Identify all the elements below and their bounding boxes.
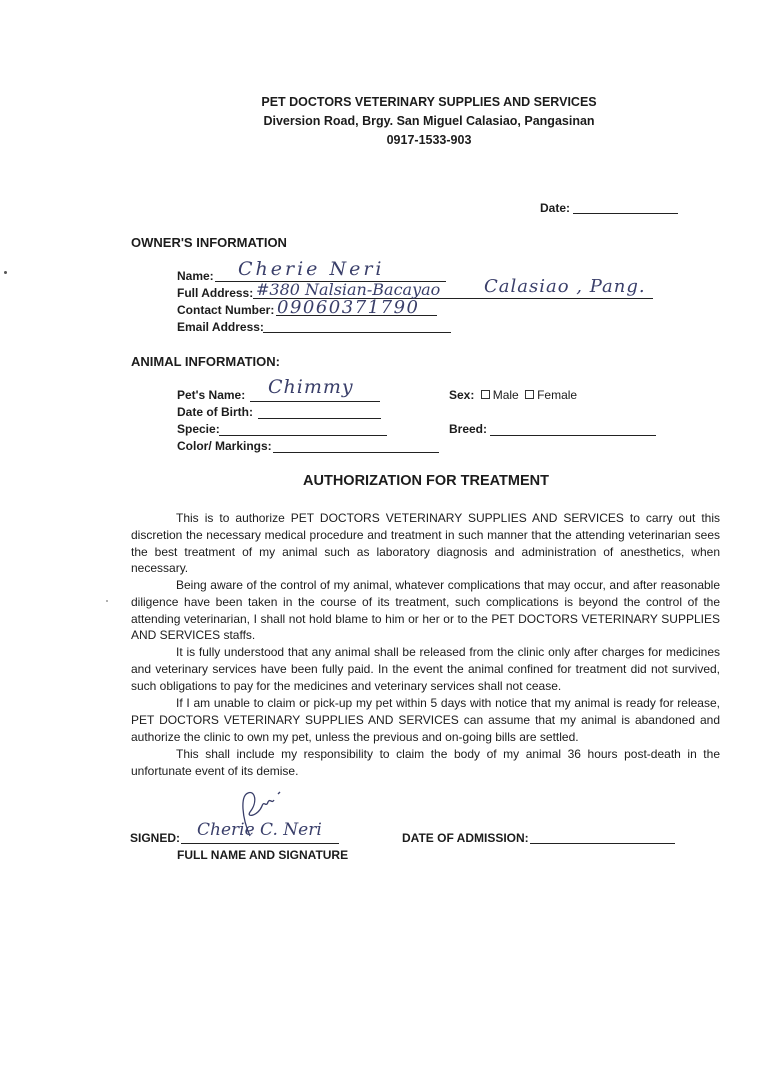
sex-label: Sex: (449, 388, 475, 402)
owner-name-label: Name: (177, 269, 214, 283)
owner-address-label: Full Address: (177, 286, 254, 300)
color-line[interactable] (273, 452, 439, 453)
admission-date-line[interactable] (530, 843, 675, 844)
owner-name-value: Cherie Neri (238, 258, 385, 280)
company-phone: 0917-1533-903 (386, 133, 472, 147)
date-line[interactable] (573, 213, 678, 214)
pet-name-value: Chimmy (268, 376, 354, 398)
owner-contact-value: 09060371790 (277, 297, 420, 318)
authorization-paragraph: This is to authorize PET DOCTORS VETERINARY SUPPLIES AND SERVICES to carry out this discretion the necessary medical procedure and treatment in such manner that the attending veterinarian sees the best treatment of my animal such as laboratory diagnosis and administration of anesthetics, when necessary. (131, 511, 720, 576)
owner-section-title: OWNER'S INFORMATION (131, 235, 287, 250)
pet-name-label: Pet's Name: (177, 388, 246, 402)
authorization-title: AUTHORIZATION FOR TREATMENT (303, 473, 549, 489)
authorization-paragraph: If I am unable to claim or pick-up my pet within 5 days with notice that my animal is ready for release, PET DOCTORS VETERINARY SUPPLIES AND SERVICES can assume that my animal is abandoned and authorize the clinic to own my pet, unless the previous and on-going bills are settled. (131, 696, 720, 744)
color-label: Color/ Markings: (177, 439, 272, 453)
specie-label: Specie: (177, 422, 220, 436)
owner-email-label: Email Address: (177, 320, 264, 334)
owner-address-value: #380 Nalsian-Bacayao (256, 280, 441, 299)
breed-line[interactable] (490, 435, 656, 436)
company-name: PET DOCTORS VETERINARY SUPPLIES AND SERVICES (261, 95, 597, 109)
authorization-paragraph: This shall include my responsibility to claim the body of my animal 36 hours post-death in the unfortunate event of its demise. (131, 747, 720, 778)
animal-section-title: ANIMAL INFORMATION: (131, 354, 280, 369)
authorization-paragraph: Being aware of the control of my animal, whatever complications that may occur, and after reasonable diligence have been taken in the course of its treatment, such complications is beyond the control of the attending veterinarian, I shall not hold blame to him or her or to the PET DOCTORS VETERINARY SUPPLIES AND SERVICES staffs. (131, 578, 720, 643)
date-label: Date: (540, 201, 571, 215)
signature-caption: FULL NAME AND SIGNATURE (177, 848, 349, 862)
scan-speck (4, 271, 7, 274)
male-option-label: Male (492, 388, 519, 402)
admission-date-label: DATE OF ADMISSION: (402, 831, 529, 845)
authorization-paragraph: It is fully understood that any animal shall be released from the clinic only after charges for medicines and veterinary services have been fully paid. In the event the animal confined for treatment did not survived, such obligations to pay for the medicines and veterinary services shall not cease. (131, 645, 720, 693)
female-option-label: Female (537, 388, 578, 402)
female-checkbox[interactable] (525, 390, 534, 399)
owner-address-value-extra: Calasiao , Pang. (484, 276, 646, 297)
scan-speck (106, 600, 108, 602)
signature-line[interactable] (181, 843, 339, 844)
male-checkbox[interactable] (481, 390, 490, 399)
company-address: Diversion Road, Brgy. San Miguel Calasiao, Pangasinan (263, 114, 595, 128)
specie-line[interactable] (219, 435, 387, 436)
pet-name-line[interactable] (250, 401, 380, 402)
sex-field (449, 388, 577, 402)
dob-line[interactable] (258, 418, 381, 419)
breed-label: Breed: (449, 422, 488, 436)
owner-email-line[interactable] (263, 332, 451, 333)
signed-label: SIGNED: (130, 831, 181, 845)
owner-contact-label: Contact Number: (177, 303, 275, 317)
signed-name-value: Cherie C. Neri (197, 820, 322, 840)
signature-scribble (228, 788, 288, 843)
dob-label: Date of Birth: (177, 405, 253, 419)
